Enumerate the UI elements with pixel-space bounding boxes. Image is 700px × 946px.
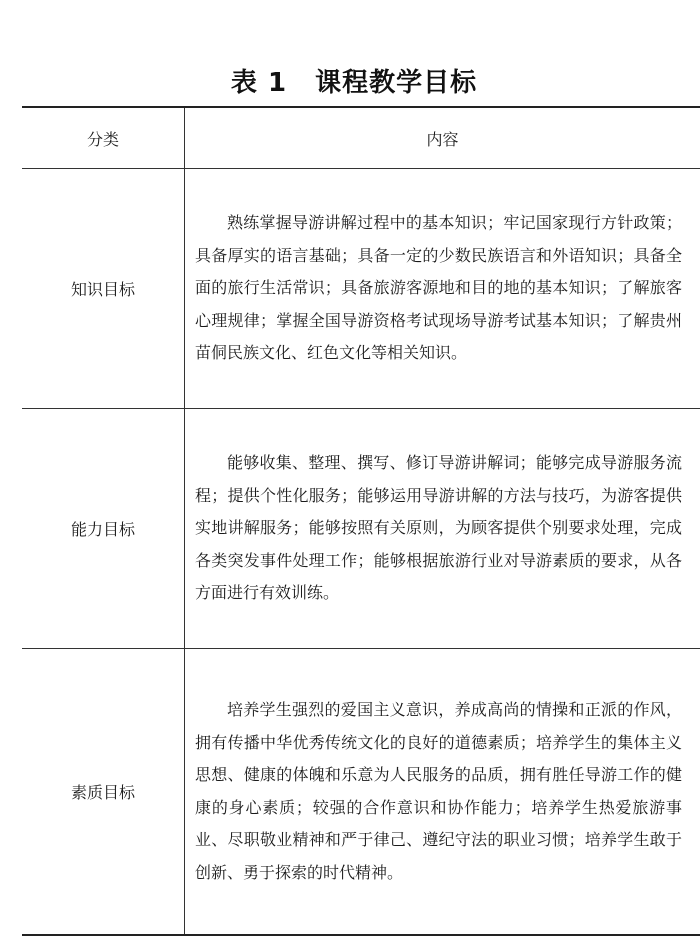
table-row-ability: [22, 409, 700, 649]
table-title: [0, 62, 700, 99]
content-text: 培养学生强烈的爱国主义意识，养成高尚的情操和正派的作风，拥有传播中华优秀传统文化的良好的道德素质；培养学生的集体主义思想、健康的体魄和乐意为人民服务的品质，拥有胜任导游工作的健康的身心素质；较强的合作意识和协作能力；培养学生热爱旅游事业、尽职敬业精神和严于律己、遵纪守法的职业习惯；培养学生敢于创新、勇于探索的时代精神。: [195, 700, 682, 882]
category-cell: 知识目标: [22, 169, 185, 408]
course-objectives-table: [22, 106, 700, 936]
table-header-row: [22, 108, 700, 169]
header-content: 内容: [426, 129, 459, 149]
content-cell: [185, 409, 700, 648]
content-text: 熟练掌握导游讲解过程中的基本知识；牢记国家现行方针政策；具备厚实的语言基础；具备一定的少数民族语言和外语知识；具备全面的旅行生活常识；具备旅游客源地和目的地的基本知识；了解旅客心理规律；掌握全国导游资格考试现场导游考试基本知识；了解贵州苗侗民族文化、红色文化等相关知识。: [195, 213, 682, 363]
content-cell: [185, 169, 700, 408]
category-cell: 素质目标: [22, 649, 185, 934]
header-category: 分类: [22, 108, 185, 168]
table-number: 表 1: [230, 68, 288, 98]
content-text: 能够收集、整理、撰写、修订导游讲解词；能够完成导游服务流程；提供个性化服务；能够运用导游讲解的方法与技巧，为游客提供实地讲解服务；能够按照有关原则，为顾客提供个别要求处理，完成各类突发事件处理工作；能够根据旅游行业对导游素质的要求，从各方面进行有效训练。: [195, 453, 682, 603]
category-cell: 能力目标: [22, 409, 185, 648]
table-row-quality: [22, 649, 700, 934]
table-row-knowledge: [22, 169, 700, 409]
content-cell: [185, 649, 700, 934]
table-caption: 课程教学目标: [315, 68, 478, 98]
